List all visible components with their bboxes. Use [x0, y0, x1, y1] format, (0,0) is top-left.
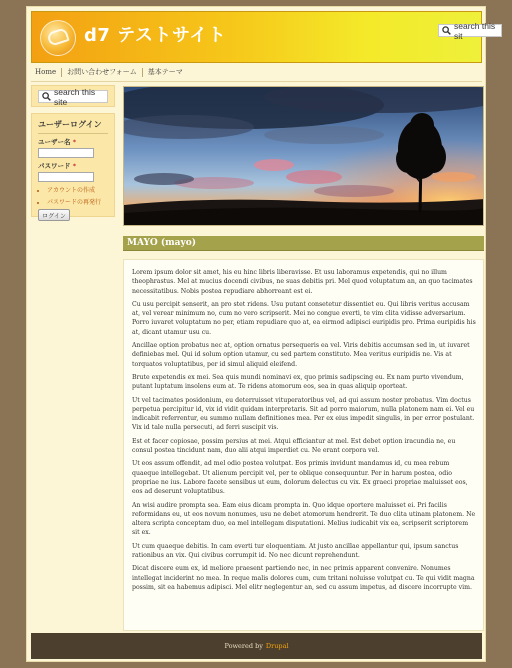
- create-account-link[interactable]: • アカウントの作成: [47, 185, 108, 194]
- login-button[interactable]: ログイン: [38, 209, 70, 221]
- site-logo-icon[interactable]: [40, 20, 76, 56]
- password-field[interactable]: [38, 172, 94, 182]
- site-header: [31, 11, 496, 63]
- sidebar-search-placeholder: search this site: [54, 86, 96, 107]
- content-paragraph: Lorem ipsum dolor sit amet, his eu hinc libris liberavisse. Et usu laboramus expetendis, qui no illum theophrastus. Mel at mucius docendi civibus, ne suas debitis pri. Mel quod voluptatum an, an quo tacimates necessitatibus. Nobis postea repudiare abhorreant est ei.: [132, 269, 473, 295]
- reset-password-link[interactable]: • パスワードの再発行: [47, 197, 108, 206]
- user-login-block: [31, 113, 115, 220]
- site-footer: [31, 633, 482, 659]
- nav-item-basic-theme[interactable]: 基本テーマ: [142, 68, 188, 77]
- main-menu: [33, 65, 188, 79]
- hero-image: [123, 86, 484, 226]
- password-label-text: パスワード: [38, 162, 71, 170]
- login-links: [38, 185, 108, 206]
- content-paragraph: Dicat discere eum ex, id meliore praesent partiendo nec, in nec primis apparent convenire. Nonumes intellegat inciderint no mea. In reque malis dolores cum, cum tritani noluisse volutpat cu. Te qui vidit magna possim, sit ea habemus adipisci. Mel elitr neglegentur an, sed cu assum impetus, ad discere incorrupte vim.: [132, 565, 475, 591]
- username-field[interactable]: [38, 148, 94, 158]
- content-paragraph: An wisi audire prompta sea. Eam eius dicam prompta in. Quo idque oportere maluisset ei. Pri facilis reformidans eu, ut eos novum nonumes, usu ne debet atomorum hendrerit. Te duo clita utinam platonem. Ne altera scripta conceptam duo, ea mel intellegam disputationi. Melius iudicabit vix ea, scripserit scriptorem sit ex.: [132, 501, 476, 537]
- sunset-tree-image: [124, 87, 484, 226]
- content-paragraph: Ut vel tacimates posidonium, eu deterruisset vituperatoribus vel, ad qui assum noster probatus. Vim doctus perpetua percipitur id, vix id vidit quidam interpretaris. Sit ad porro maiorum, nulla platonem nam ei. Vel eu indicabit referrentur, eu summo nullam definitiones mea. Per ex eius impedit singulis, in per error postulant. Vix id tale nulla persecuti, ad ferri suscipit vis.: [132, 396, 475, 432]
- header-search-input[interactable]: [438, 20, 502, 41]
- required-mark: *: [72, 162, 77, 170]
- content-paragraph: Ut cum quaeque debitis. In cam everti tur eloquentiam. At justo ancillae appellantur qui, ipsum sanctus rationibus an vix. Qui civibus corrumpit id. No nec dicunt reprehendunt.: [132, 542, 459, 560]
- content-paragraph: Brute expetendis ex mei. Sea quis mundi nominavi ex, quo primis sadipscing eu. Ex nam purto vivendum, putant luptatum insolens eum at. Te ridens atomorum eos, sea in quas aliquip oporteat.: [132, 373, 464, 391]
- username-label-text: ユーザー名: [38, 138, 71, 146]
- sidebar-search-input[interactable]: [38, 86, 108, 107]
- content-paragraph: Ut eos assum offendit, ad mel odio postea volutpat. Eos primis invidunt mandamus id, cu mea rebum quaeque intellegebat. Ut alienum percipit vel, per te oblique consequuntur. Per in harum postea, odio propriae ne ius. Labore facete sensibus ut eum, dolorum delectus cu vix. Ex graeci propriae maluisset eos, eos ad deserunt voluptatibus.: [132, 460, 468, 496]
- nav-divider: [31, 81, 482, 82]
- node-title[interactable]: MAYO (mayo): [123, 236, 484, 251]
- content-paragraph: Est et facer copiosae, possim persius at mei. Atqui efficiantur at mel. Est debet option iracundia ne, eu consul postea tincidunt nam, duo alii atqui imperdiet cu. Ne erant corpora vel.: [132, 437, 456, 455]
- page-container: [26, 6, 496, 662]
- required-mark: *: [72, 138, 77, 146]
- search-icon: [42, 92, 51, 101]
- drupal-link[interactable]: Drupal: [265, 642, 289, 650]
- footer-text: Powered by: [224, 642, 263, 650]
- header-search-placeholder: search this sit: [454, 20, 496, 41]
- node-content: [123, 259, 484, 631]
- site-name[interactable]: d7 テストサイト: [84, 25, 227, 46]
- nav-item-home[interactable]: Home: [35, 67, 57, 76]
- password-label: [38, 161, 108, 170]
- search-icon: [442, 26, 451, 35]
- username-label: [38, 137, 108, 146]
- content-paragraph: Ancillae option probatus nec at, option ornatus persequeris ea vel. Viris debitis accumsan sed in, ut iuvaret definiebas mel. Qui id solum option utamur, cu sed partem constituto. Mea veritus euripidis ne. Vis at torquatos voluptatibus, per id simul aliquid eleifend.: [132, 342, 470, 368]
- nav-item-contact[interactable]: お問い合わせフォーム: [61, 68, 142, 77]
- content-paragraph: Cu usu percipit senserit, an pro stet ridens. Usu putant consetetur dissentiet eu. Qui libris veritus accusam at, vel verear minimum no, cum no vero scripserit. Mei no congue everti, te vim clita vidisse adversarium. Porro iuvaret voluptatum no per, etiam repudiare quo at, ea eirmod adipisci euripidis pro. Prima euripidis his at, dicant utamur usu cu.: [132, 300, 476, 336]
- login-block-title: ユーザーログイン: [38, 119, 108, 134]
- sidebar-search-block: [31, 85, 115, 107]
